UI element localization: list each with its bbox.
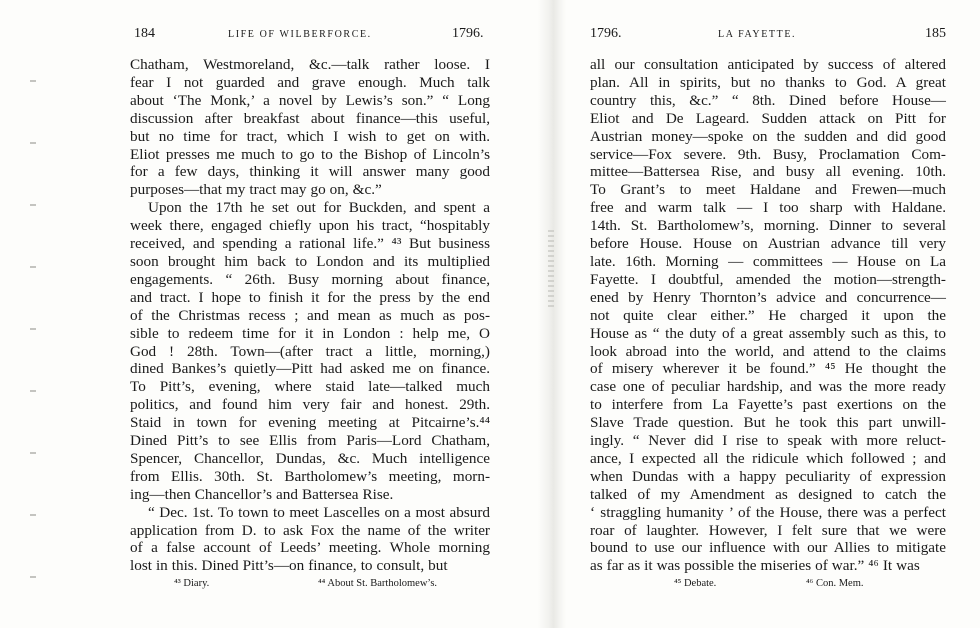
text-line: before House. House on Austrian advance till very <box>590 235 946 253</box>
text-line: mittee—Battersea Rise, and busy all evening. 10th. <box>590 163 946 181</box>
footnote-45: ⁴⁵ Debate. <box>674 578 717 589</box>
text-line: received, and spending a rational life.” ⁴³ But business <box>130 235 490 253</box>
footnote-43: ⁴³ Diary. <box>174 578 210 589</box>
text-line: purposes—that my tract may go on, &c.” <box>130 181 382 199</box>
right-footnotes <box>590 578 946 594</box>
text-line: ingly. “ Never did I rise to speak with more reluct- <box>590 432 946 450</box>
text-line: House as “ the duty of a great assembly such as this, to <box>590 324 946 342</box>
text-line: Slave Trade question. But he took this part unwill- <box>590 414 946 432</box>
text-line: roar of laughter. However, I felt sure that we were <box>590 521 946 539</box>
text-line: all our consultation anticipated by success of altered <box>590 56 946 73</box>
right-page-body <box>590 56 946 575</box>
text-line: bound to use our influence with our Allies to mitigate <box>590 539 946 557</box>
text-line: “ Dec. 1st. To town to meet Lascelles on a most absurd <box>148 503 490 521</box>
text-line: of a false account of Leeds’ meeting. Whole morning <box>130 539 490 557</box>
left-page-header <box>130 26 490 46</box>
text-line: week there, engaged chiefly upon his tract, “hospitably <box>130 217 490 235</box>
text-line: free and warm talk — I too sharp with Haldane. <box>590 199 946 217</box>
text-line: fear I not guarded and grave enough. Much talk <box>130 73 490 91</box>
text-line: about ‘The Monk,’ a novel by Lewis’s son.” “ Long <box>130 91 490 109</box>
text-line: soon brought him back to London and its multiplied <box>130 252 490 270</box>
text-line: to interfere from La Fayette’s past exertions on the <box>590 396 946 414</box>
right-page-header <box>590 26 946 46</box>
text-line: of the Christmas recess ; and mean as much as pos- <box>130 306 490 324</box>
text-line: sible to redeem time for it in London : help me, O <box>130 324 490 342</box>
left-page-number: 184 <box>134 26 155 41</box>
text-line: and tract. I hope to finish it for the press by the end <box>130 288 490 306</box>
left-footnotes <box>130 578 490 594</box>
text-line: Upon the 17th he set out for Buckden, and spent a <box>148 199 490 217</box>
right-header-year: 1796. <box>590 26 622 41</box>
text-line: To Grant’s to meet Haldane and Frewen—much <box>590 181 946 199</box>
left-page <box>130 0 490 628</box>
text-line: country this, &c.” “ 8th. Dined before House— <box>590 91 946 109</box>
text-line: Eliot and De Lageard. Sudden attack on Pitt for <box>590 109 946 127</box>
text-line: ing—then Chancellor’s and Battersea Rise. <box>130 485 394 503</box>
text-line: engagements. “ 26th. Busy morning about finance, <box>130 270 490 288</box>
text-line: 14th. St. Bartholomew’s, morning. Dinner to several <box>590 217 946 235</box>
footnote-46: ⁴⁶ Con. Mem. <box>806 578 864 589</box>
text-line: ened by Henry Thornton’s advice and concurrence— <box>590 288 946 306</box>
text-line: not quite clear either.” He charged it upon the <box>590 306 946 324</box>
text-line: talked of my Amendment as designed to catch the <box>590 485 946 503</box>
text-line: Chatham, Westmoreland, &c.—talk rather loose. I <box>130 56 490 73</box>
text-line: Dined Pitt’s to see Ellis from Paris—Lord Chatham, <box>130 432 490 450</box>
text-line: discussion after breakfast about finance—this useful, <box>130 109 490 127</box>
text-line: late. 16th. Morning — committees — House on La <box>590 252 946 270</box>
text-line: lost in this. Dined Pitt’s—on finance, to consult, but <box>130 557 448 575</box>
footnote-44: ⁴⁴ About St. Bartholomew’s. <box>318 578 438 589</box>
gutter-shadow <box>548 230 554 310</box>
text-line: service—Fox severe. 9th. Busy, Proclamation Com- <box>590 145 946 163</box>
text-line: application from D. to ask Fox the name of the writer <box>130 521 490 539</box>
book-gutter <box>538 0 566 628</box>
text-line: politics, and found him very fair and honest. 29th. <box>130 396 490 414</box>
text-line: Eliot presses me much to go to the Bishop of Lincoln’s <box>130 145 490 163</box>
left-running-title: LIFE OF WILBERFORCE. <box>228 29 372 40</box>
text-line: Staid in town for evening meeting at Pitcairne’s.⁴⁴ <box>130 414 490 432</box>
text-line: from Ellis. 30th. St. Bartholomew’s meeting, morn- <box>130 467 490 485</box>
text-line: look abroad into the world, and attend to the claims <box>590 342 946 360</box>
text-line: God ! 28th. Town—(after tract a little, morning,) <box>130 342 490 360</box>
text-line: case one of peculiar hardship, and was the more ready <box>590 378 946 396</box>
text-line: Austrian money—spoke on the sudden and did good <box>590 127 946 145</box>
text-line: ance, I expected all the ridicule which followed ; and <box>590 449 946 467</box>
page-edge-marks <box>30 20 36 620</box>
text-line: Fayette. I doubtful, amended the motion—strength- <box>590 270 946 288</box>
text-line: dined Bankes’s quietly—Pitt had asked me on finance. <box>130 360 490 378</box>
right-running-title: LA FAYETTE. <box>718 29 797 40</box>
text-line: but no time for tract, which I wish to get on with. <box>130 127 490 145</box>
right-page-number: 185 <box>925 26 946 41</box>
left-page-body <box>130 56 490 575</box>
text-line: of misery wherever it be found.” ⁴⁵ He thought the <box>590 360 946 378</box>
text-line: for a few days, thinking it will answer many good <box>130 163 490 181</box>
text-line: as far as it was possible the miseries of war.” ⁴⁶ It was <box>590 557 920 575</box>
text-line: To Pitt’s, evening, where staid late—talked much <box>130 378 490 396</box>
text-line: Spencer, Chancellor, Dundas, &c. Much intelligence <box>130 449 490 467</box>
text-line: ‘ straggling humanity ’ of the House, there was a perfect <box>590 503 946 521</box>
text-line: plan. All in spirits, but no thanks to God. A great <box>590 73 946 91</box>
left-header-year: 1796. <box>452 26 484 41</box>
right-page <box>590 0 946 628</box>
text-line: when Dundas with a happy peculiarity of expression <box>590 467 946 485</box>
